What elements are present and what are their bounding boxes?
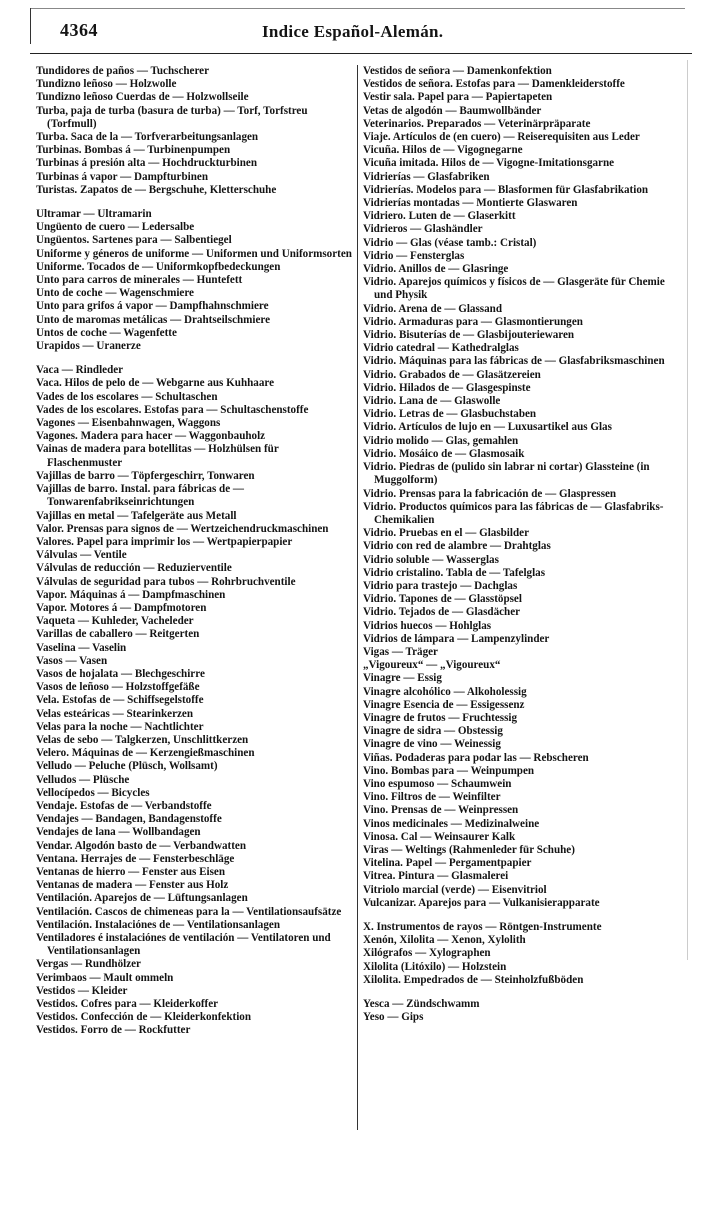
- index-entry: Válvulas de seguridad para tubos — Rohrbruchventile: [36, 575, 296, 588]
- index-entry: Unto de coche — Wagenschmiere: [36, 287, 194, 300]
- index-entry: Xilolita. Empedrados de — Steinholzfußböden: [363, 973, 584, 986]
- index-entry: Ungüentos. Sartenes para — Salbentiegel: [36, 234, 232, 247]
- index-entry: Turbinas á presión alta — Hochdruckturbinen: [36, 157, 258, 170]
- index-entry: Vidrio molido — Glas, gemahlen: [363, 434, 519, 447]
- index-entry: Vades de los escolares. Estofas para — Schultaschenstoffe: [36, 403, 309, 416]
- index-entry: Unto para carros de minerales — Huntefett: [36, 274, 243, 287]
- index-entry: Turistas. Zapatos de — Bergschuhe, Kletterschuhe: [36, 183, 277, 196]
- index-entry: Vidrio. Bisuterías de — Glasbijouteriewaren: [363, 329, 575, 342]
- index-entry: Turbinas. Bombas á — Turbinenpumpen: [36, 144, 231, 157]
- index-entry: Velas de sebo — Talgkerzen, Unschlittkerzen: [36, 733, 249, 746]
- index-entry: Ungüento de cuero — Ledersalbe: [36, 221, 195, 234]
- index-entry: Velludos — Plüsche: [36, 773, 130, 786]
- group-spacer: [36, 197, 354, 208]
- index-entry: Vidrio. Hilados de — Glasgespinste: [363, 381, 531, 394]
- index-entry: Velas esteáricas — Stearinkerzen: [36, 707, 194, 720]
- header-margin-mark: [30, 8, 31, 44]
- index-entry: Ultramar — Ultramarin: [36, 208, 152, 221]
- index-entry: Yeso — Gips: [363, 1011, 424, 1024]
- page-number: 4364: [60, 20, 98, 40]
- index-entry: Vaqueta — Kuhleder, Vacheleder: [36, 615, 194, 628]
- index-entry: X. Instrumentos de rayos — Röntgen-Instrumente: [363, 921, 602, 933]
- index-entry: Viaje. Artículos de (en cuero) — Reiserequisiten aus Leder: [363, 131, 640, 144]
- index-entry: Válvulas — Ventile: [36, 549, 127, 562]
- index-entry: Vaselina — Vaselin: [36, 641, 127, 654]
- index-entry: Vidrio. Productos químicos para las fábricas de — Glasfabriks-Chemikalien: [363, 500, 664, 526]
- group-spacer: [363, 987, 666, 998]
- index-entry: Vidrio soluble — Wasserglas: [363, 553, 499, 566]
- index-entry: Vidrio — Fensterglas: [363, 249, 465, 262]
- index-entry: Vino espumoso — Schaumwein: [363, 777, 512, 790]
- index-entry: Ventilación. Cascos de chimeneas para la — Ventilationsaufsätze: [36, 905, 342, 918]
- header-top-rule: [30, 8, 685, 9]
- index-entry: Vapor. Motores á — Dampfmotoren: [36, 601, 207, 614]
- index-entry: Xenón, Xilolita — Xenon, Xylolith: [363, 934, 526, 947]
- index-entry: Vajillas en metal — Tafelgeräte aus Metall: [36, 509, 237, 522]
- index-entry: Vestidos de señora — Damenkonfektion: [363, 65, 552, 77]
- index-entry: Vasos de leñoso — Holzstoffgefäße: [36, 681, 200, 694]
- index-entry: Urapidos — Uranerze: [36, 340, 141, 353]
- index-entry: Vidrio. Lana de — Glaswolle: [363, 395, 501, 408]
- index-entry: Unto de maromas metálicas — Drahtseilschmiere: [36, 313, 271, 326]
- index-entry: Valor. Prensas para signos de — Wertzeichendruckmaschinen: [36, 522, 329, 535]
- index-entry: Ventana. Herrajes de — Fensterbeschläge: [36, 852, 235, 865]
- index-entry: Velludo — Peluche (Plüsch, Wollsamt): [36, 760, 218, 773]
- index-entry: Vinagre de vino — Weinessig: [363, 738, 501, 751]
- index-entry: Vino. Prensas de — Weinpressen: [363, 804, 519, 817]
- index-entry: Vidrios huecos — Hohlglas: [363, 619, 492, 632]
- index-entry: Vagones. Madera para hacer — Waggonbauholz: [36, 430, 266, 443]
- index-entry: Vidrio. Grabados de — Glasätzereien: [363, 368, 541, 381]
- right-column: [363, 65, 666, 1024]
- index-entry: Tundidores de paños — Tuchscherer: [36, 65, 210, 77]
- index-entry: Vitrea. Pintura — Glasmalerei: [363, 870, 509, 883]
- index-entry: Vidrierías — Glasfabriken: [363, 170, 490, 183]
- index-entry: Vinosa. Cal — Weinsaurer Kalk: [363, 830, 516, 843]
- index-entry: Ventanas de hierro — Fenster aus Eisen: [36, 865, 226, 878]
- index-entry: Vidrio. Mosáico de — Glasmosaik: [363, 447, 525, 460]
- index-entry: Vidrio catedral — Kathedralglas: [363, 342, 519, 355]
- index-entry: Vinagre alcohólico — Alkoholessig: [363, 685, 527, 698]
- index-entry: Vidriero. Luten de — Glaserkitt: [363, 210, 516, 223]
- index-entry: Vasos — Vasen: [36, 654, 108, 667]
- index-entry: Velero. Máquinas de — Kerzengießmaschinen: [36, 747, 255, 760]
- group-spacer: [36, 353, 354, 364]
- index-entry: Vino. Bombas para — Weinpumpen: [363, 764, 535, 777]
- index-entry: Vestidos — Kleider: [36, 984, 128, 997]
- left-column: [36, 65, 354, 1038]
- index-entry: Vinagre de sidra — Obstessig: [363, 725, 503, 738]
- index-entry: Vendaje. Estofas de — Verbandstoffe: [36, 799, 212, 812]
- index-entry: Vidrio. Aparejos químicos y físicos de — Glasgeräte für Chemie und Physik: [363, 276, 665, 302]
- index-entry: Ventilación. Instalaciónes de — Ventilationsanlagen: [36, 918, 280, 931]
- index-entry: Untos de coche — Wagenfette: [36, 326, 177, 339]
- index-entry: Vidrio. Tapones de — Glasstöpsel: [363, 593, 522, 606]
- index-entry: Vellocípedos — Bicycles: [36, 786, 150, 799]
- index-entry: Vigas — Träger: [363, 645, 438, 658]
- index-entry: Vidrierías. Modelos para — Blasformen für Glasfabrikation: [363, 183, 649, 196]
- index-entry: Vino. Filtros de — Weinfilter: [363, 791, 501, 804]
- index-entry: Vidrierías montadas — Montierte Glaswaren: [363, 197, 578, 210]
- index-entry: Vendar. Algodón basto de — Verbandwatten: [36, 839, 247, 852]
- index-entry: Vestidos. Forro de — Rockfutter: [36, 1024, 191, 1037]
- index-entry: Turbinas á vapor — Dampfturbinen: [36, 170, 208, 183]
- index-entry: Vidrios de lámpara — Lampenzylinder: [363, 632, 550, 645]
- index-entry: Vitriolo marcial (verde) — Eisenvitriol: [363, 883, 547, 896]
- index-entry: Vergas — Rundhölzer: [36, 958, 141, 971]
- index-entry: Vidrio. Arena de — Glassand: [363, 302, 503, 315]
- index-entry: Varillas de caballero — Reitgerten: [36, 628, 200, 641]
- index-entry: Vidrio. Prensas para la fabricación de — Glaspressen: [363, 487, 617, 500]
- page-edge-shadow: [687, 60, 688, 960]
- index-entry: Viras — Weltings (Rahmenleder für Schuhe): [363, 843, 575, 856]
- index-entry: Vidrio. Letras de — Glasbuchstaben: [363, 408, 537, 421]
- index-entry: Uniforme. Tocados de — Uniformkopfbedeckungen: [36, 260, 281, 273]
- index-entry: Vidrio. Anillos de — Glasringe: [363, 263, 509, 276]
- index-entry: Vidrio. Piedras de (pulido sin labrar ni cortar) Glassteine (in Muggolform): [363, 461, 650, 487]
- index-entry: Vidrio para trastejo — Dachglas: [363, 579, 518, 592]
- index-entry: Vela. Estofas de — Schiffsegelstoffe: [36, 694, 204, 707]
- index-entry: Vades de los escolares — Schultaschen: [36, 390, 218, 403]
- index-entry: Válvulas de reducción — Reduzierventile: [36, 562, 232, 575]
- index-entry: Vagones — Eisenbahnwagen, Waggons: [36, 417, 221, 430]
- index-entry: Vinagre — Essig: [363, 672, 442, 685]
- index-entry: Veterinarios. Preparados — Veterinärpräparate: [363, 117, 591, 130]
- index-entry: Vicuña imitada. Hilos de — Vigogne-Imitationsgarne: [363, 157, 615, 170]
- index-entry: Xilógrafos — Xylographen: [363, 947, 491, 960]
- column-divider: [357, 65, 358, 1130]
- index-entry: Viñas. Podaderas para podar las — Rebscheren: [363, 751, 589, 764]
- index-entry: Ventanas de madera — Fenster aus Holz: [36, 879, 229, 892]
- index-entry: Vidrio. Tejados de — Glasdächer: [363, 606, 521, 619]
- index-entry: Vestidos. Confección de — Kleiderkonfektion: [36, 1011, 251, 1024]
- index-entry: Verimbaos — Mault ommeln: [36, 971, 174, 984]
- index-entry: Vapor. Máquinas á — Dampfmaschinen: [36, 588, 226, 601]
- index-entry: Tundizno leñoso Cuerdas de — Holzwollseile: [36, 91, 249, 104]
- index-entry: Valores. Papel para imprimir los — Wertpapierpapier: [36, 535, 293, 548]
- index-entry: Vulcanizar. Aparejos para — Vulkanisierapparate: [363, 896, 600, 909]
- index-entry: Vidrio. Máquinas para las fábricas de — Glasfabriksmaschinen: [363, 355, 665, 368]
- index-entry: Turba. Saca de la — Torfverarbeitungsanlagen: [36, 131, 259, 144]
- index-entry: Vidrio. Artículos de lujo en — Luxusartikel aus Glas: [363, 421, 612, 434]
- index-entry: Velas para la noche — Nachtlichter: [36, 720, 204, 733]
- index-entry: Vinagre Esencia de — Essigessenz: [363, 698, 525, 711]
- page-title: Indice Español-Alemán.: [262, 22, 444, 41]
- index-entry: Ventiladores é instalaciónes de ventilación — Ventilatoren und Ventilationsanlagen: [36, 932, 331, 958]
- index-entry: Ventilación. Aparejos de — Lüftungsanlagen: [36, 892, 248, 905]
- index-entry: Yesca — Zündschwamm: [363, 998, 480, 1011]
- index-entry: Vajillas de barro — Töpfergeschirr, Tonwaren: [36, 469, 255, 482]
- index-entry: Vinagre de frutos — Fruchtessig: [363, 711, 518, 724]
- index-entry: „Vigoureux“ — „Vigoureux“: [363, 659, 501, 672]
- index-entry: Xilolita (Litóxilo) — Holzstein: [363, 960, 507, 973]
- index-entry: Vetas de algodón — Baumwollbänder: [363, 104, 542, 117]
- index-entry: Vaca. Hilos de pelo de — Webgarne aus Kuhhaare: [36, 377, 275, 390]
- index-entry: Vidrio. Pruebas en el — Glasbilder: [363, 527, 529, 540]
- index-entry: Uniforme y géneros de uniforme — Uniformen und Uniformsorten: [36, 247, 352, 260]
- index-entry: Vestir sala. Papel para — Papiertapeten: [363, 91, 553, 104]
- group-spacer: [363, 910, 666, 921]
- index-entry: Vidrio cristalino. Tabla de — Tafelglas: [363, 566, 546, 579]
- header-rule: [30, 53, 692, 54]
- index-entry: Vinos medicinales — Medizinalweine: [363, 817, 540, 830]
- index-entry: Vidrio — Glas (véase tamb.: Cristal): [363, 236, 537, 249]
- index-entry: Vestidos. Cofres para — Kleiderkoffer: [36, 998, 219, 1011]
- index-entry: Vitelina. Papel — Pergamentpapier: [363, 857, 532, 870]
- index-entry: Vicuña. Hilos de — Vigognegarne: [363, 144, 523, 157]
- index-entry: Vidrio. Armaduras para — Glasmontierungen: [363, 315, 583, 328]
- index-entry: Vendajes de lana — Wollbandagen: [36, 826, 201, 839]
- index-entry: Unto para grifos á vapor — Dampfhahnschmiere: [36, 300, 269, 313]
- index-entry: Tundizno leñoso — Holzwolle: [36, 78, 177, 91]
- index-entry: Turba, paja de turba (basura de turba) — Torf, Torfstreu (Torfmull): [36, 104, 308, 130]
- index-entry: Vendajes — Bandagen, Bandagenstoffe: [36, 813, 222, 826]
- index-entry: Vaca — Rindleder: [36, 364, 124, 377]
- index-entry: Vainas de madera para botellitas — Holzhülsen für Flaschenmuster: [36, 443, 279, 469]
- index-entry: Vidrieros — Glashändler: [363, 223, 483, 236]
- index-entry: Vidrio con red de alambre — Drahtglas: [363, 540, 551, 553]
- index-entry: Vasos de hojalata — Blechgeschirre: [36, 667, 205, 680]
- index-entry: Vestidos de señora. Estofas para — Damenkleiderstoffe: [363, 78, 625, 91]
- index-entry: Vajillas de barro. Instal. para fábricas de — Tonwarenfabrikseinrichtungen: [36, 483, 245, 509]
